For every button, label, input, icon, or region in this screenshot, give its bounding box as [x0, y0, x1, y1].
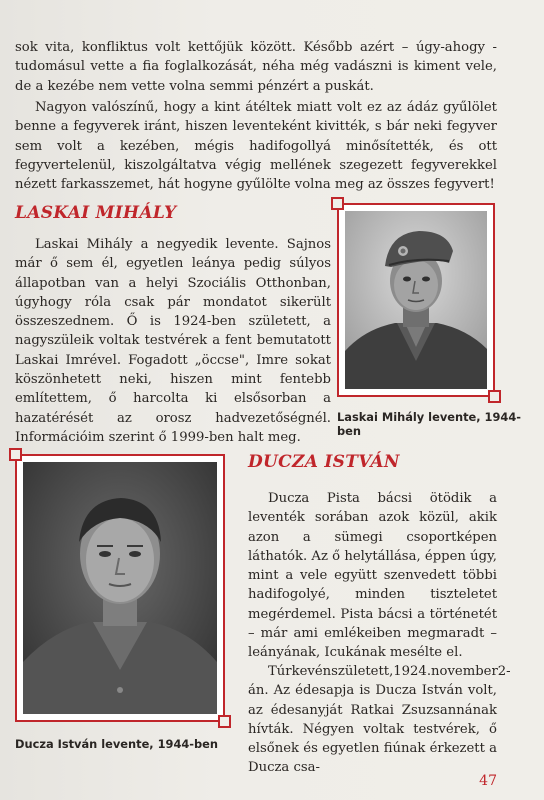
ducza-photo-caption: Ducza István levente, 1944-ben [15, 737, 219, 751]
ducza-paragraph-1: Ducza Pista bácsi ötödik a leventék sorában azok közül, akik azon a sümegi csoportképen láthatók. Az ő helytállása, éppen úgy, mint a vele együtt szenvedett többi hadifogolyé, minden tiszteletet megérdemel. Pista bácsi a történetét – már ami emlékeiben megmaradt – leányának, Icukának mesélte el. [248, 491, 497, 661]
laskai-portrait-photo [345, 211, 487, 389]
section-heading-laskai: LASKAI MIHÁLY [15, 203, 177, 223]
laskai-paragraph: Laskai Mihály a negyedik levente. Sajnos már ő sem él, egyetlen leánya pedig súlyos állapotban van a helyi Szociális Otthonban, úgyhogy róla csak pár mondatot sikerült összeszednem. Ő is 1924-ben született, a nagyszüleik voltak testvérek a fent bemutatott Laskai Imrével. Fogadott „öccse", Imre sokat köszönhetett neki, hiszen mint fentebb említettem, ő harcolta ki elsősorban a hazatérését az orosz hadvezetőségnél. Információim szerint ő 1999-ben halt meg. [15, 237, 331, 445]
intro-paragraph-1: sok vita, konfliktus volt kettőjük között. Később azért – úgy-ahogy - tudomásul vette a fia foglalkozását, néha még vadászni is kiment vele, de a kezébe nem vette volna semmi pénzért a puskát. [15, 40, 497, 94]
ducza-paragraph-2: Túrkevénszületett,1924.november2-án. Az édesapja is Ducza István volt, az édesanyját Ratkai Zsuzsannának hívták. Négyen voltak testvérek, ő elsőnek és egyetlen fiúnak érkezett a Ducza csa- [248, 664, 511, 776]
ducza-photo-frame [15, 454, 225, 722]
laskai-photo-caption: Laskai Mihály levente, 1944-ben [337, 410, 521, 438]
section-heading-ducza: DUCZA ISTVÁN [248, 452, 400, 472]
page-number: 47 [479, 773, 497, 789]
ducza-portrait-photo [23, 462, 217, 714]
intro-paragraph-2: Nagyon valószínű, hogy a kint átéltek miatt volt ez az ádáz gyűlölet benne a fegyverek iránt, hiszen leventeként kivitték, s bár neki fegyver sem volt a kezében, mégis hadifogollyá minősítették, és ott fegyvertelenül, kiszolgáltatva végig mellének szegezett fegyverekkel nézett farkasszemet, hát hogyne gyűlölte volna meg az összes fegyvert! [15, 100, 497, 193]
laskai-photo-frame [337, 203, 495, 397]
